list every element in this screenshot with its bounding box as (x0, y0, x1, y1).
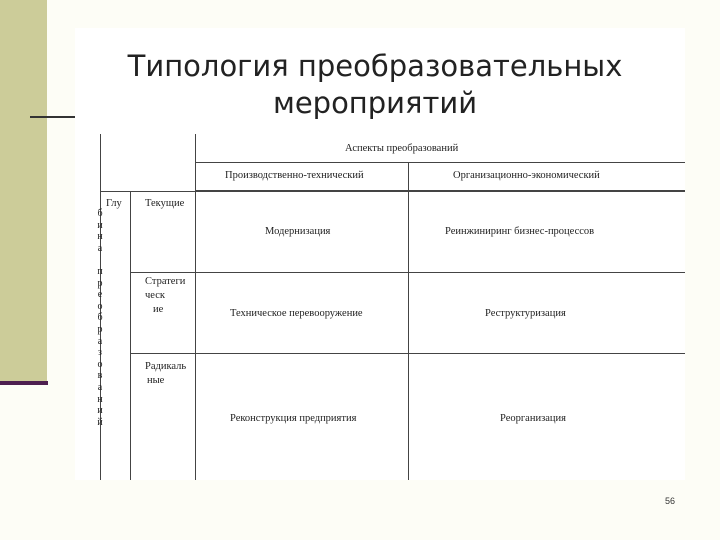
title-line-1: Типология преобразовательных (127, 49, 623, 83)
vert-letter: р (97, 323, 103, 335)
vert-letter: н (97, 393, 103, 405)
table-mid-col-line (408, 162, 409, 480)
vert-letter: и (97, 405, 103, 417)
cell-technical-row3: Реконструкция предприятия (230, 413, 357, 424)
vert-letter: и (97, 219, 103, 231)
row-label-current: Текущие (145, 198, 185, 209)
title-line-2: мероприятий (272, 86, 478, 120)
side-decor-bar (0, 0, 47, 383)
cell-organizational-row2: Реструктуризация (485, 308, 566, 319)
table-label-col-line (195, 134, 196, 480)
aspects-header: Аспекты преобразований (345, 143, 459, 154)
col-header-organizational: Организационно-экономический (453, 170, 600, 181)
row-label-radical-2: ные (147, 375, 165, 386)
row-label-strategic-3: ие (153, 304, 164, 315)
cell-organizational-row1: Реинжиниринг бизнес-процессов (445, 226, 595, 237)
cell-technical-row2: Техническое перевооружение (230, 308, 363, 319)
vert-letter: п (97, 265, 103, 277)
vert-letter: р (97, 277, 103, 289)
vert-letter: б (97, 312, 103, 324)
vert-letter: з (98, 347, 102, 359)
table-depth-col-line (130, 191, 131, 480)
vert-letter: а (97, 242, 103, 254)
vert-letter: о (97, 300, 103, 312)
vert-letter: е (97, 289, 103, 301)
table-row1-bottom-line (130, 272, 685, 273)
cell-organizational-row3: Реорганизация (500, 413, 566, 424)
vert-letter: й (97, 416, 103, 428)
vert-letter: б (97, 208, 103, 219)
col-header-technical: Производственно-технический (225, 170, 364, 181)
cell-technical-row1: Модернизация (265, 226, 331, 237)
slide-content (75, 28, 685, 480)
side-decor-line (0, 381, 48, 385)
table-row2-bottom-line (130, 353, 685, 354)
vert-letter: о (97, 358, 103, 370)
table-header-bottom-line (100, 191, 685, 192)
vert-letter: а (97, 335, 103, 347)
slide-title (75, 48, 675, 122)
vert-letter: н (97, 231, 103, 243)
depth-label-short: Глу (106, 198, 122, 209)
depth-label-vertical (96, 208, 104, 428)
row-label-strategic-1: Стратеги (145, 276, 186, 287)
vert-letter: в (97, 370, 103, 382)
table-top-line (195, 162, 685, 163)
page-number: 56 (665, 496, 676, 506)
row-label-strategic-2: ческ (145, 290, 165, 301)
vert-letter (96, 254, 104, 266)
vert-letter: а (97, 381, 103, 393)
row-label-radical-1: Радикаль (145, 361, 187, 372)
